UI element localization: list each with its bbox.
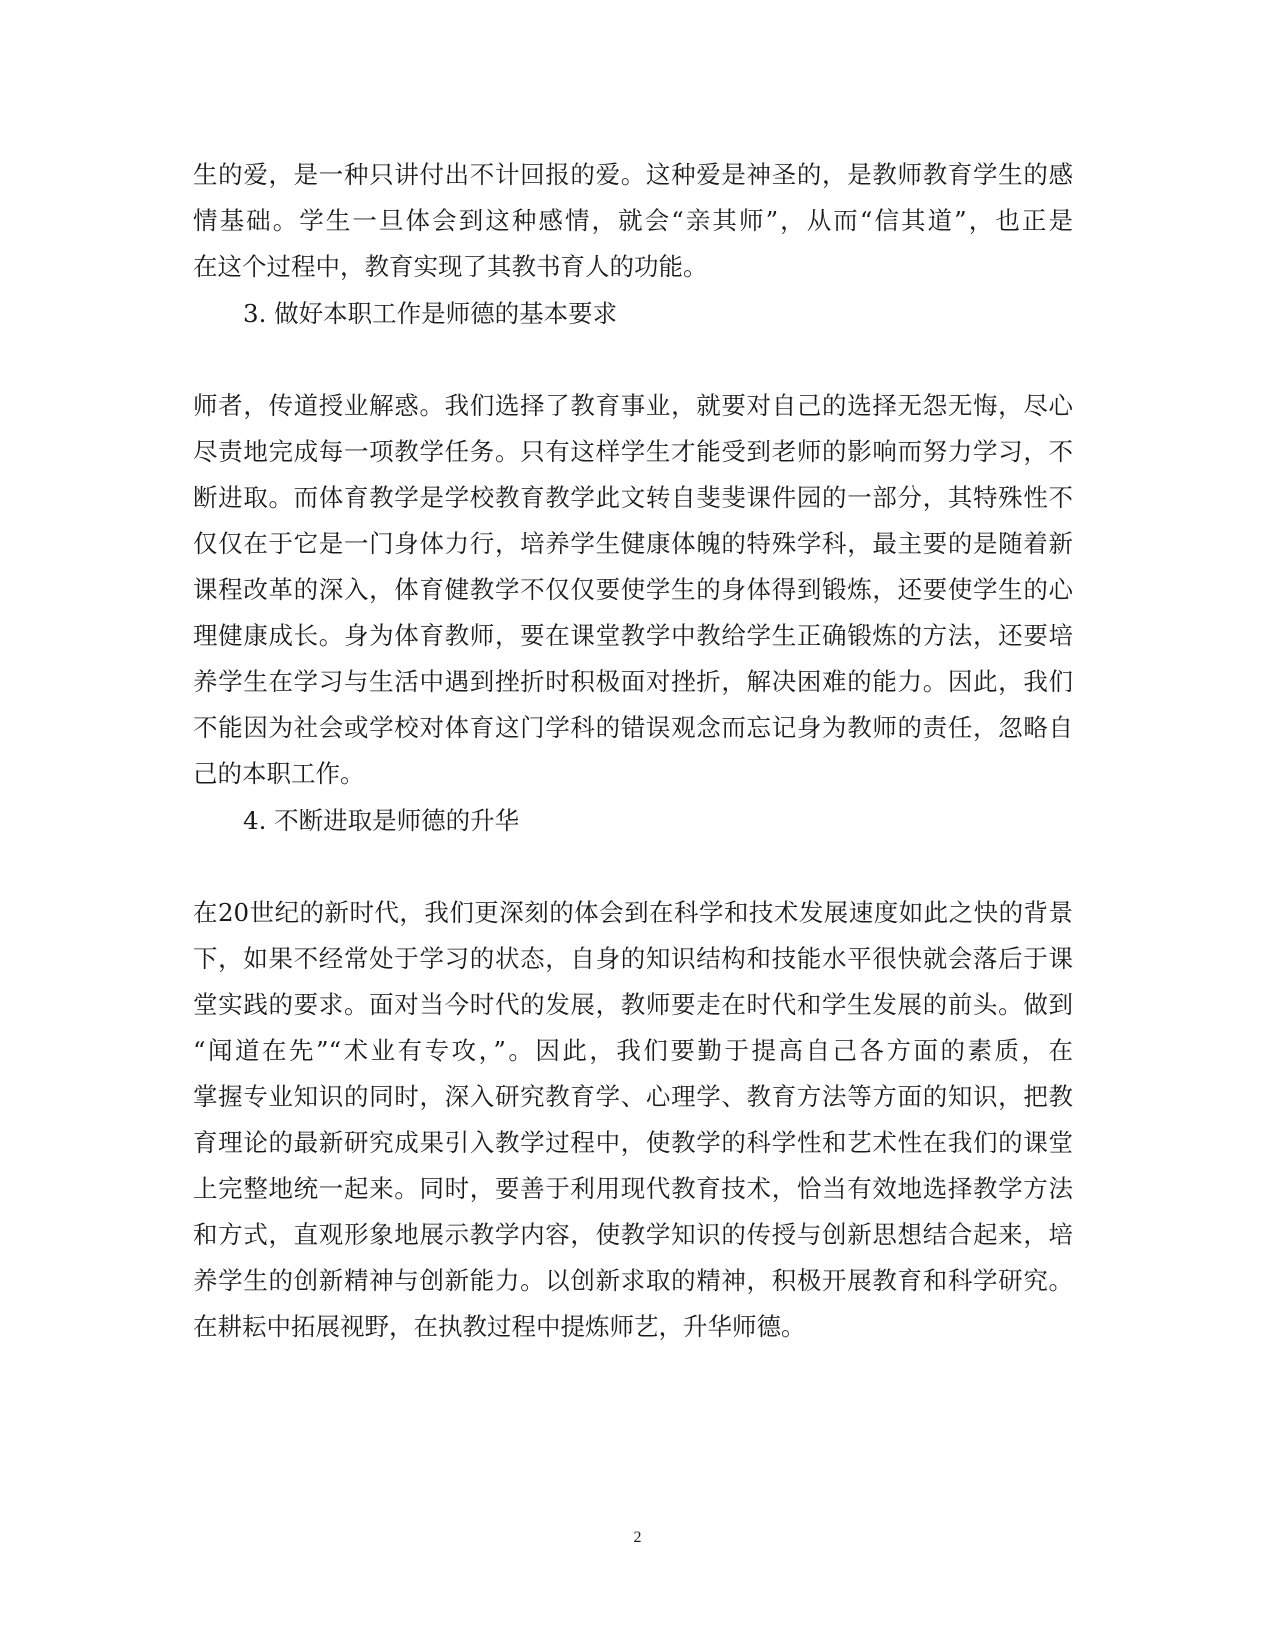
paragraph-line: 在20世纪的新时代，我们更深刻的体会到在科学和技术发展速度如此之快的背景 (193, 898, 1073, 927)
paragraph-line: 师者，传道授业解惑。我们选择了教育事业，就要对自己的选择无怨无悔，尽心 (193, 391, 1073, 420)
paragraph-line: “闻道在先”“术业有专攻，”。因此，我们要勤于提高自己各方面的素质，在 (193, 1036, 1073, 1065)
paragraph-line: 在这个过程中，教育实现了其教书育人的功能。 (193, 252, 708, 281)
paragraph-line: 养学生在学习与生活中遇到挫折时积极面对挫折，解决困难的能力。因此，我们 (193, 667, 1073, 696)
paragraph-line: 下，如果不经常处于学习的状态，自身的知识结构和技能水平很快就会落后于课 (193, 944, 1073, 973)
paragraph-line: 生的爱，是一种只讲付出不计回报的爱。这种爱是神圣的，是教师教育学生的感 (193, 160, 1073, 189)
paragraph-line: 理健康成长。身为体育教师，要在课堂教学中教给学生正确锻炼的方法，还要培 (193, 621, 1073, 650)
section-heading-4: 4. 不断进取是师德的升华 (243, 806, 520, 835)
page-number: 2 (633, 1529, 642, 1546)
paragraph-line: 课程改革的深入，体育健教学不仅仅要使学生的身体得到锻炼，还要使学生的心 (193, 575, 1073, 604)
paragraph-line: 育理论的最新研究成果引入教学过程中，使教学的科学性和艺术性在我们的课堂 (193, 1128, 1073, 1157)
paragraph-line: 堂实践的要求。面对当今时代的发展，教师要走在时代和学生发展的前头。做到 (193, 990, 1073, 1019)
paragraph-line: 上完整地统一起来。同时，要善于利用现代教育技术，恰当有效地选择教学方法 (193, 1174, 1073, 1203)
paragraph-line: 情基础。学生一旦体会到这种感情，就会“亲其师”，从而“信其道”，也正是 (193, 206, 1073, 235)
paragraph-line: 断进取。而体育教学是学校教育教学此文转自斐斐课件园的一部分，其特殊性不 (193, 483, 1073, 512)
paragraph-line: 己的本职工作。 (193, 759, 365, 788)
paragraph-line: 掌握专业知识的同时，深入研究教育学、心理学、教育方法等方面的知识，把教 (193, 1082, 1073, 1111)
section-heading-3: 3. 做好本职工作是师德的基本要求 (243, 299, 618, 328)
paragraph-line: 不能因为社会或学校对体育这门学科的错误观念而忘记身为教师的责任，忽略自 (193, 713, 1073, 742)
paragraph-line: 养学生的创新精神与创新能力。以创新求取的精神，积极开展教育和科学研究。 (193, 1266, 1073, 1295)
paragraph-line: 在耕耘中拓展视野，在执教过程中提炼师艺，升华师德。 (193, 1312, 806, 1341)
paragraph-line: 尽责地完成每一项教学任务。只有这样学生才能受到老师的影响而努力学习，不 (193, 437, 1073, 466)
paragraph-line: 仅仅在于它是一门身体力行，培养学生健康体魄的特殊学科，最主要的是随着新 (193, 529, 1073, 558)
paragraph-line: 和方式，直观形象地展示教学内容，使教学知识的传授与创新思想结合起来，培 (193, 1220, 1073, 1249)
